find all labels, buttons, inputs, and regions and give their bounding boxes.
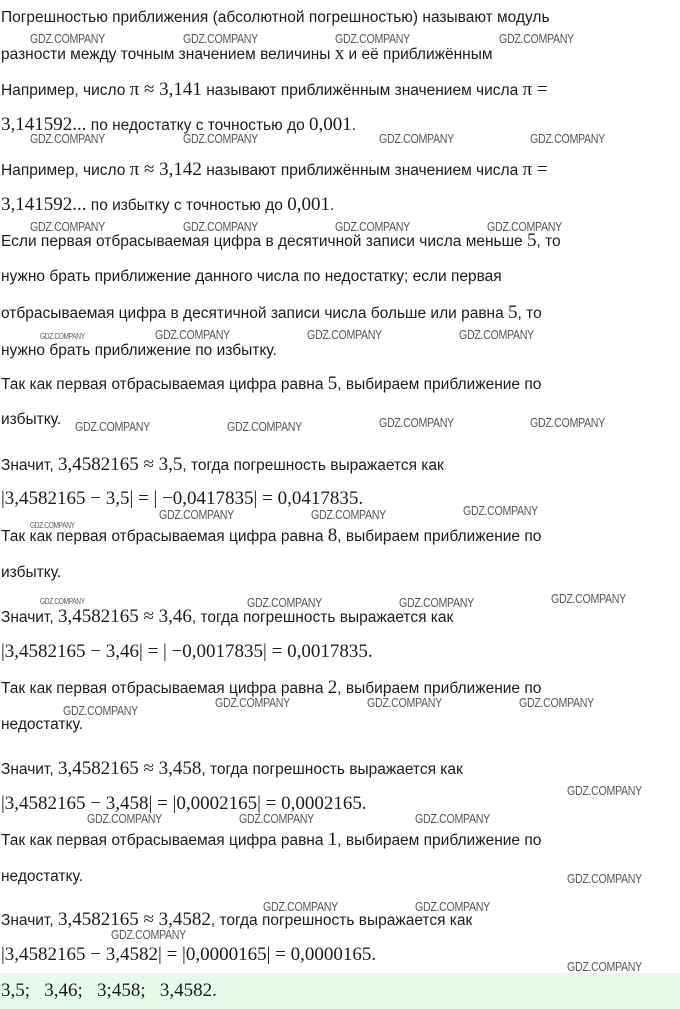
watermark: GDZ.COMPANY (399, 595, 474, 610)
watermark: GDZ.COMPANY (367, 695, 442, 710)
text-line: нужно брать приближение по избытку. (1, 342, 277, 359)
watermark: GDZ.COMPANY (63, 703, 138, 718)
math-expression: |3,4582165 − 3,458| = |0,0002165| = 0,0002165. (1, 793, 367, 814)
watermark: GDZ.COMPANY (415, 899, 490, 914)
watermark: GDZ.COMPANY (87, 811, 162, 826)
watermark: GDZ.COMPANY (487, 219, 562, 234)
math-expression: 0,001 (287, 194, 330, 215)
watermark: GDZ.COMPANY (155, 327, 230, 342)
math-expression: 5 (327, 373, 338, 394)
watermark: GDZ.COMPANY (111, 927, 186, 942)
watermark: GDZ.COMPANY (463, 503, 538, 518)
text-line: нужно брать приближение данного числа по недостатку; если первая (1, 268, 502, 285)
math-expression: x (334, 43, 345, 64)
math-expression: |3,4582165 − 3,5| = | −0,0417835| = 0,0417835. (1, 488, 364, 509)
watermark: GDZ.COMPANY (183, 131, 258, 146)
math-expression: 3,5; 3,46; 3;458; 3,4582. (1, 980, 217, 1001)
watermark: GDZ.COMPANY (75, 419, 150, 434)
watermark: GDZ.COMPANY (263, 899, 338, 914)
watermark: GDZ.COMPANY (459, 327, 534, 342)
math-expression: 3,4582165 ≈ 3,4582 (57, 909, 211, 930)
watermark: GDZ.COMPANY (183, 31, 258, 46)
watermark: GDZ.COMPANY (40, 597, 85, 606)
math-expression: 5 (508, 302, 518, 323)
text-line: отбрасываемая цифра в десятичной записи числа больше или равна 5, то (1, 302, 542, 323)
text-line: Так как первая отбрасываемая цифра равна 8, выбираем приближение по (1, 525, 542, 546)
math-expression: 1 (327, 829, 338, 850)
answer-box (0, 973, 680, 1009)
math-expression: π ≈ 3,141 (129, 79, 202, 100)
text-line: Значит, 3,4582165 ≈ 3,4582, тогда погрешность выражается как (1, 909, 473, 930)
text-line: Так как первая отбрасываемая цифра равна 5, выбираем приближение по (1, 373, 542, 394)
watermark: GDZ.COMPANY (30, 219, 105, 234)
watermark: GDZ.COMPANY (499, 31, 574, 46)
math-expression: 3,4582165 ≈ 3,458 (57, 758, 202, 779)
watermark: GDZ.COMPANY (415, 811, 490, 826)
text-line (1, 641, 373, 664)
watermark: GDZ.COMPANY (40, 332, 85, 341)
text-line: Так как первая отбрасываемая цифра равна 2, выбираем приближение по (1, 677, 542, 698)
watermark: GDZ.COMPANY (379, 131, 454, 146)
watermark: GDZ.COMPANY (183, 219, 258, 234)
math-expression: 3,141592... (1, 194, 87, 215)
text-line: недостатку. (1, 868, 84, 885)
math-expression: 3,4582165 ≈ 3,5 (57, 454, 183, 475)
watermark: GDZ.COMPANY (335, 31, 410, 46)
watermark: GDZ.COMPANY (311, 507, 386, 522)
text-line: Значит, 3,4582165 ≈ 3,5, тогда погрешность выражается как (1, 454, 444, 475)
text-line: Если первая отбрасываемая цифра в десятичной записи числа меньше 5, то (1, 230, 561, 251)
text-line: разности между точным значением величины x и её приближённым (1, 43, 493, 64)
watermark: GDZ.COMPANY (551, 591, 626, 606)
math-expression: |3,4582165 − 3,4582| = |0,0000165| = 0,0000165. (1, 944, 377, 965)
text-line: избытку. (1, 564, 62, 581)
answer-text (1, 980, 217, 1003)
watermark: GDZ.COMPANY (307, 327, 382, 342)
watermark: GDZ.COMPANY (30, 31, 105, 46)
math-expression: 2 (327, 677, 338, 698)
watermark: GDZ.COMPANY (30, 131, 105, 146)
watermark: GDZ.COMPANY (567, 871, 642, 886)
watermark: GDZ.COMPANY (530, 131, 605, 146)
math-expression: 5 (527, 230, 537, 251)
text-line: Погрешностью приближения (абсолютной погрешностью) называют модуль (1, 9, 550, 26)
text-line (1, 944, 376, 967)
watermark: GDZ.COMPANY (335, 219, 410, 234)
watermark: GDZ.COMPANY (530, 415, 605, 430)
math-expression: π = (522, 159, 548, 180)
watermark: GDZ.COMPANY (30, 521, 75, 530)
math-expression: π = (522, 79, 548, 100)
watermark: GDZ.COMPANY (519, 695, 594, 710)
watermark: GDZ.COMPANY (379, 415, 454, 430)
text-line: избытку. (1, 411, 62, 428)
watermark: GDZ.COMPANY (227, 419, 302, 434)
math-expression: |3,4582165 − 3,46| = | −0,0017835| = 0,0017835. (1, 641, 373, 662)
watermark: GDZ.COMPANY (567, 783, 642, 798)
watermark: GDZ.COMPANY (159, 507, 234, 522)
text-line: недостатку. (1, 716, 84, 733)
text-line: Так как первая отбрасываемая цифра равна 1, выбираем приближение по (1, 829, 542, 850)
math-expression: 3,141592... (1, 114, 87, 135)
math-expression: 8 (327, 525, 338, 546)
watermark: GDZ.COMPANY (215, 695, 290, 710)
watermark: GDZ.COMPANY (247, 595, 322, 610)
text-line: Значит, 3,4582165 ≈ 3,458, тогда погрешность выражается как (1, 758, 463, 779)
text-line: Например, число π ≈ 3,141 называют приближённым значением числа π = (1, 79, 548, 100)
math-expression: 0,001 (309, 114, 352, 135)
math-expression: π ≈ 3,142 (129, 159, 202, 180)
text-line: 3,141592... по избытку с точностью до 0,001. (1, 194, 335, 215)
watermark: GDZ.COMPANY (567, 959, 642, 974)
math-expression: 3,4582165 ≈ 3,46 (57, 606, 192, 627)
text-line: Значит, 3,4582165 ≈ 3,46, тогда погрешность выражается как (1, 606, 454, 627)
text-line: Например, число π ≈ 3,142 называют приближённым значением числа π = (1, 159, 548, 180)
watermark: GDZ.COMPANY (239, 811, 314, 826)
text-line: 3,141592... по недостатку с точностью до 0,001. (1, 114, 357, 135)
